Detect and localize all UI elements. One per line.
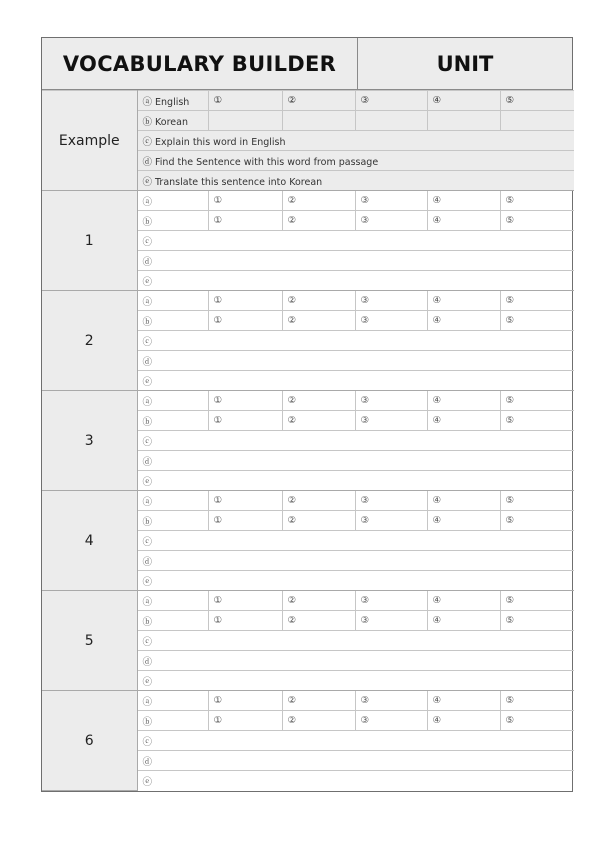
unit-label: UNIT — [436, 51, 494, 76]
entry-answer-line[interactable]: ⓔ — [137, 671, 574, 691]
entry-answer-line[interactable]: ⓒ — [137, 431, 574, 451]
entry-cell[interactable]: ② — [282, 611, 355, 631]
entry-cell[interactable]: ④ — [427, 291, 500, 311]
entry-cell[interactable]: ⓑ — [137, 511, 208, 531]
entry-cell[interactable]: ④ — [427, 311, 500, 331]
entry-cell[interactable]: ③ — [355, 391, 427, 411]
entry-number: 1 — [42, 191, 137, 291]
entry-row-a — [42, 291, 574, 311]
example-label: Example — [42, 91, 137, 191]
entry-cell[interactable]: ④ — [427, 511, 500, 531]
entry-answer-line[interactable]: ⓒ — [137, 231, 574, 251]
entry-number: 4 — [42, 491, 137, 591]
entry-number: 6 — [42, 691, 137, 791]
entry-answer-line[interactable]: ⓔ — [137, 271, 574, 291]
entry-cell[interactable]: ④ — [427, 211, 500, 231]
entry-cell[interactable]: ⑤ — [500, 291, 574, 311]
entry-cell[interactable]: ④ — [427, 711, 500, 731]
entry-answer-line[interactable]: ⓓ — [137, 351, 574, 371]
entry-cell[interactable]: ⓐ — [137, 691, 208, 711]
example-instruction: ⓓ Find the Sentence with this word from passage — [137, 151, 574, 171]
example-cell: ⓐ English — [137, 91, 208, 111]
entry-cell[interactable]: ① — [208, 411, 282, 431]
entry-cell[interactable]: ③ — [355, 211, 427, 231]
entry-row-a — [42, 391, 574, 411]
entry-cell[interactable]: ③ — [355, 691, 427, 711]
entry-cell[interactable]: ⓐ — [137, 491, 208, 511]
entry-cell[interactable]: ① — [208, 591, 282, 611]
entry-cell[interactable]: ② — [282, 491, 355, 511]
entry-cell[interactable]: ⑤ — [500, 311, 574, 331]
example-cell — [355, 111, 427, 131]
entry-cell[interactable]: ① — [208, 511, 282, 531]
entry-cell[interactable]: ① — [208, 291, 282, 311]
entry-cell[interactable]: ① — [208, 391, 282, 411]
entry-answer-line[interactable]: ⓓ — [137, 751, 574, 771]
entry-row-a — [42, 191, 574, 211]
vocabulary-sheet — [41, 37, 573, 792]
entry-cell[interactable]: ⓑ — [137, 411, 208, 431]
entry-number: 5 — [42, 591, 137, 691]
example-cell: ③ — [355, 91, 427, 111]
entry-cell[interactable]: ⑤ — [500, 691, 574, 711]
entry-answer-line[interactable]: ⓔ — [137, 571, 574, 591]
entry-cell[interactable]: ① — [208, 311, 282, 331]
entry-cell[interactable]: ② — [282, 211, 355, 231]
example-cell — [427, 111, 500, 131]
entry-cell[interactable]: ⑤ — [500, 191, 574, 211]
entry-cell[interactable]: ① — [208, 611, 282, 631]
example-cell — [282, 111, 355, 131]
entry-cell[interactable]: ⓐ — [137, 391, 208, 411]
example-cell — [500, 111, 574, 131]
entry-number: 3 — [42, 391, 137, 491]
entry-cell[interactable]: ⑤ — [500, 491, 574, 511]
entry-cell[interactable]: ③ — [355, 611, 427, 631]
entry-answer-line[interactable]: ⓒ — [137, 731, 574, 751]
entry-cell[interactable]: ④ — [427, 391, 500, 411]
entry-cell[interactable]: ⑤ — [500, 711, 574, 731]
entry-answer-line[interactable]: ⓔ — [137, 771, 574, 791]
entry-cell[interactable]: ④ — [427, 491, 500, 511]
entry-cell[interactable]: ⓑ — [137, 611, 208, 631]
entry-answer-line[interactable]: ⓔ — [137, 371, 574, 391]
entry-cell[interactable]: ② — [282, 711, 355, 731]
entry-answer-line[interactable]: ⓓ — [137, 451, 574, 471]
entry-cell[interactable]: ⑤ — [500, 411, 574, 431]
example-cell: ④ — [427, 91, 500, 111]
example-cell: ⑤ — [500, 91, 574, 111]
example-cell — [208, 111, 282, 131]
entry-cell[interactable]: ⓑ — [137, 711, 208, 731]
entry-cell[interactable]: ② — [282, 391, 355, 411]
entry-row-a — [42, 591, 574, 611]
entry-cell[interactable]: ① — [208, 691, 282, 711]
entry-cell[interactable]: ③ — [355, 591, 427, 611]
vocabulary-table — [42, 90, 574, 791]
entry-cell[interactable]: ② — [282, 591, 355, 611]
entry-answer-line[interactable]: ⓓ — [137, 251, 574, 271]
entry-cell[interactable]: ③ — [355, 711, 427, 731]
entry-answer-line[interactable]: ⓓ — [137, 551, 574, 571]
entry-cell[interactable]: ③ — [355, 311, 427, 331]
entry-number: 2 — [42, 291, 137, 391]
entry-cell[interactable]: ⓐ — [137, 191, 208, 211]
entry-cell[interactable]: ② — [282, 311, 355, 331]
entry-cell[interactable]: ② — [282, 291, 355, 311]
entry-cell[interactable]: ⑤ — [500, 211, 574, 231]
entry-cell[interactable]: ① — [208, 211, 282, 231]
entry-cell[interactable]: ④ — [427, 611, 500, 631]
entry-answer-line[interactable]: ⓔ — [137, 471, 574, 491]
example-cell: ② — [282, 91, 355, 111]
entry-row-a — [42, 691, 574, 711]
sheet-header — [42, 38, 572, 90]
example-cell: ⓑ Korean — [137, 111, 208, 131]
entry-cell[interactable]: ③ — [355, 491, 427, 511]
example-cell: ① — [208, 91, 282, 111]
entry-cell[interactable]: ⑤ — [500, 391, 574, 411]
entry-cell[interactable]: ③ — [355, 511, 427, 531]
entry-answer-line[interactable]: ⓒ — [137, 331, 574, 351]
entry-cell[interactable]: ④ — [427, 591, 500, 611]
entry-cell[interactable]: ② — [282, 691, 355, 711]
entry-cell[interactable]: ⓑ — [137, 211, 208, 231]
entry-cell[interactable]: ① — [208, 191, 282, 211]
entry-cell[interactable]: ④ — [427, 411, 500, 431]
entry-cell[interactable]: ① — [208, 491, 282, 511]
entry-cell[interactable]: ② — [282, 511, 355, 531]
entry-cell[interactable]: ⓐ — [137, 591, 208, 611]
entry-cell[interactable]: ⑤ — [500, 611, 574, 631]
entry-cell[interactable]: ③ — [355, 411, 427, 431]
entry-cell[interactable]: ③ — [355, 191, 427, 211]
example-instruction: ⓔ Translate this sentence into Korean — [137, 171, 574, 191]
entry-cell[interactable]: ④ — [427, 691, 500, 711]
entry-answer-line[interactable]: ⓓ — [137, 651, 574, 671]
entry-cell[interactable]: ③ — [355, 291, 427, 311]
entry-cell[interactable]: ⓐ — [137, 291, 208, 311]
entry-cell[interactable]: ⓑ — [137, 311, 208, 331]
entry-cell[interactable]: ④ — [427, 191, 500, 211]
example-row — [42, 91, 574, 111]
entry-answer-line[interactable]: ⓒ — [137, 531, 574, 551]
entry-cell[interactable]: ⑤ — [500, 591, 574, 611]
example-instruction: ⓒ Explain this word in English — [137, 131, 574, 151]
entry-cell[interactable]: ② — [282, 411, 355, 431]
entry-cell[interactable]: ① — [208, 711, 282, 731]
entry-answer-line[interactable]: ⓒ — [137, 631, 574, 651]
entry-cell[interactable]: ② — [282, 191, 355, 211]
sheet-title: VOCABULARY BUILDER — [42, 38, 358, 89]
entry-cell[interactable]: ⑤ — [500, 511, 574, 531]
entry-row-a — [42, 491, 574, 511]
